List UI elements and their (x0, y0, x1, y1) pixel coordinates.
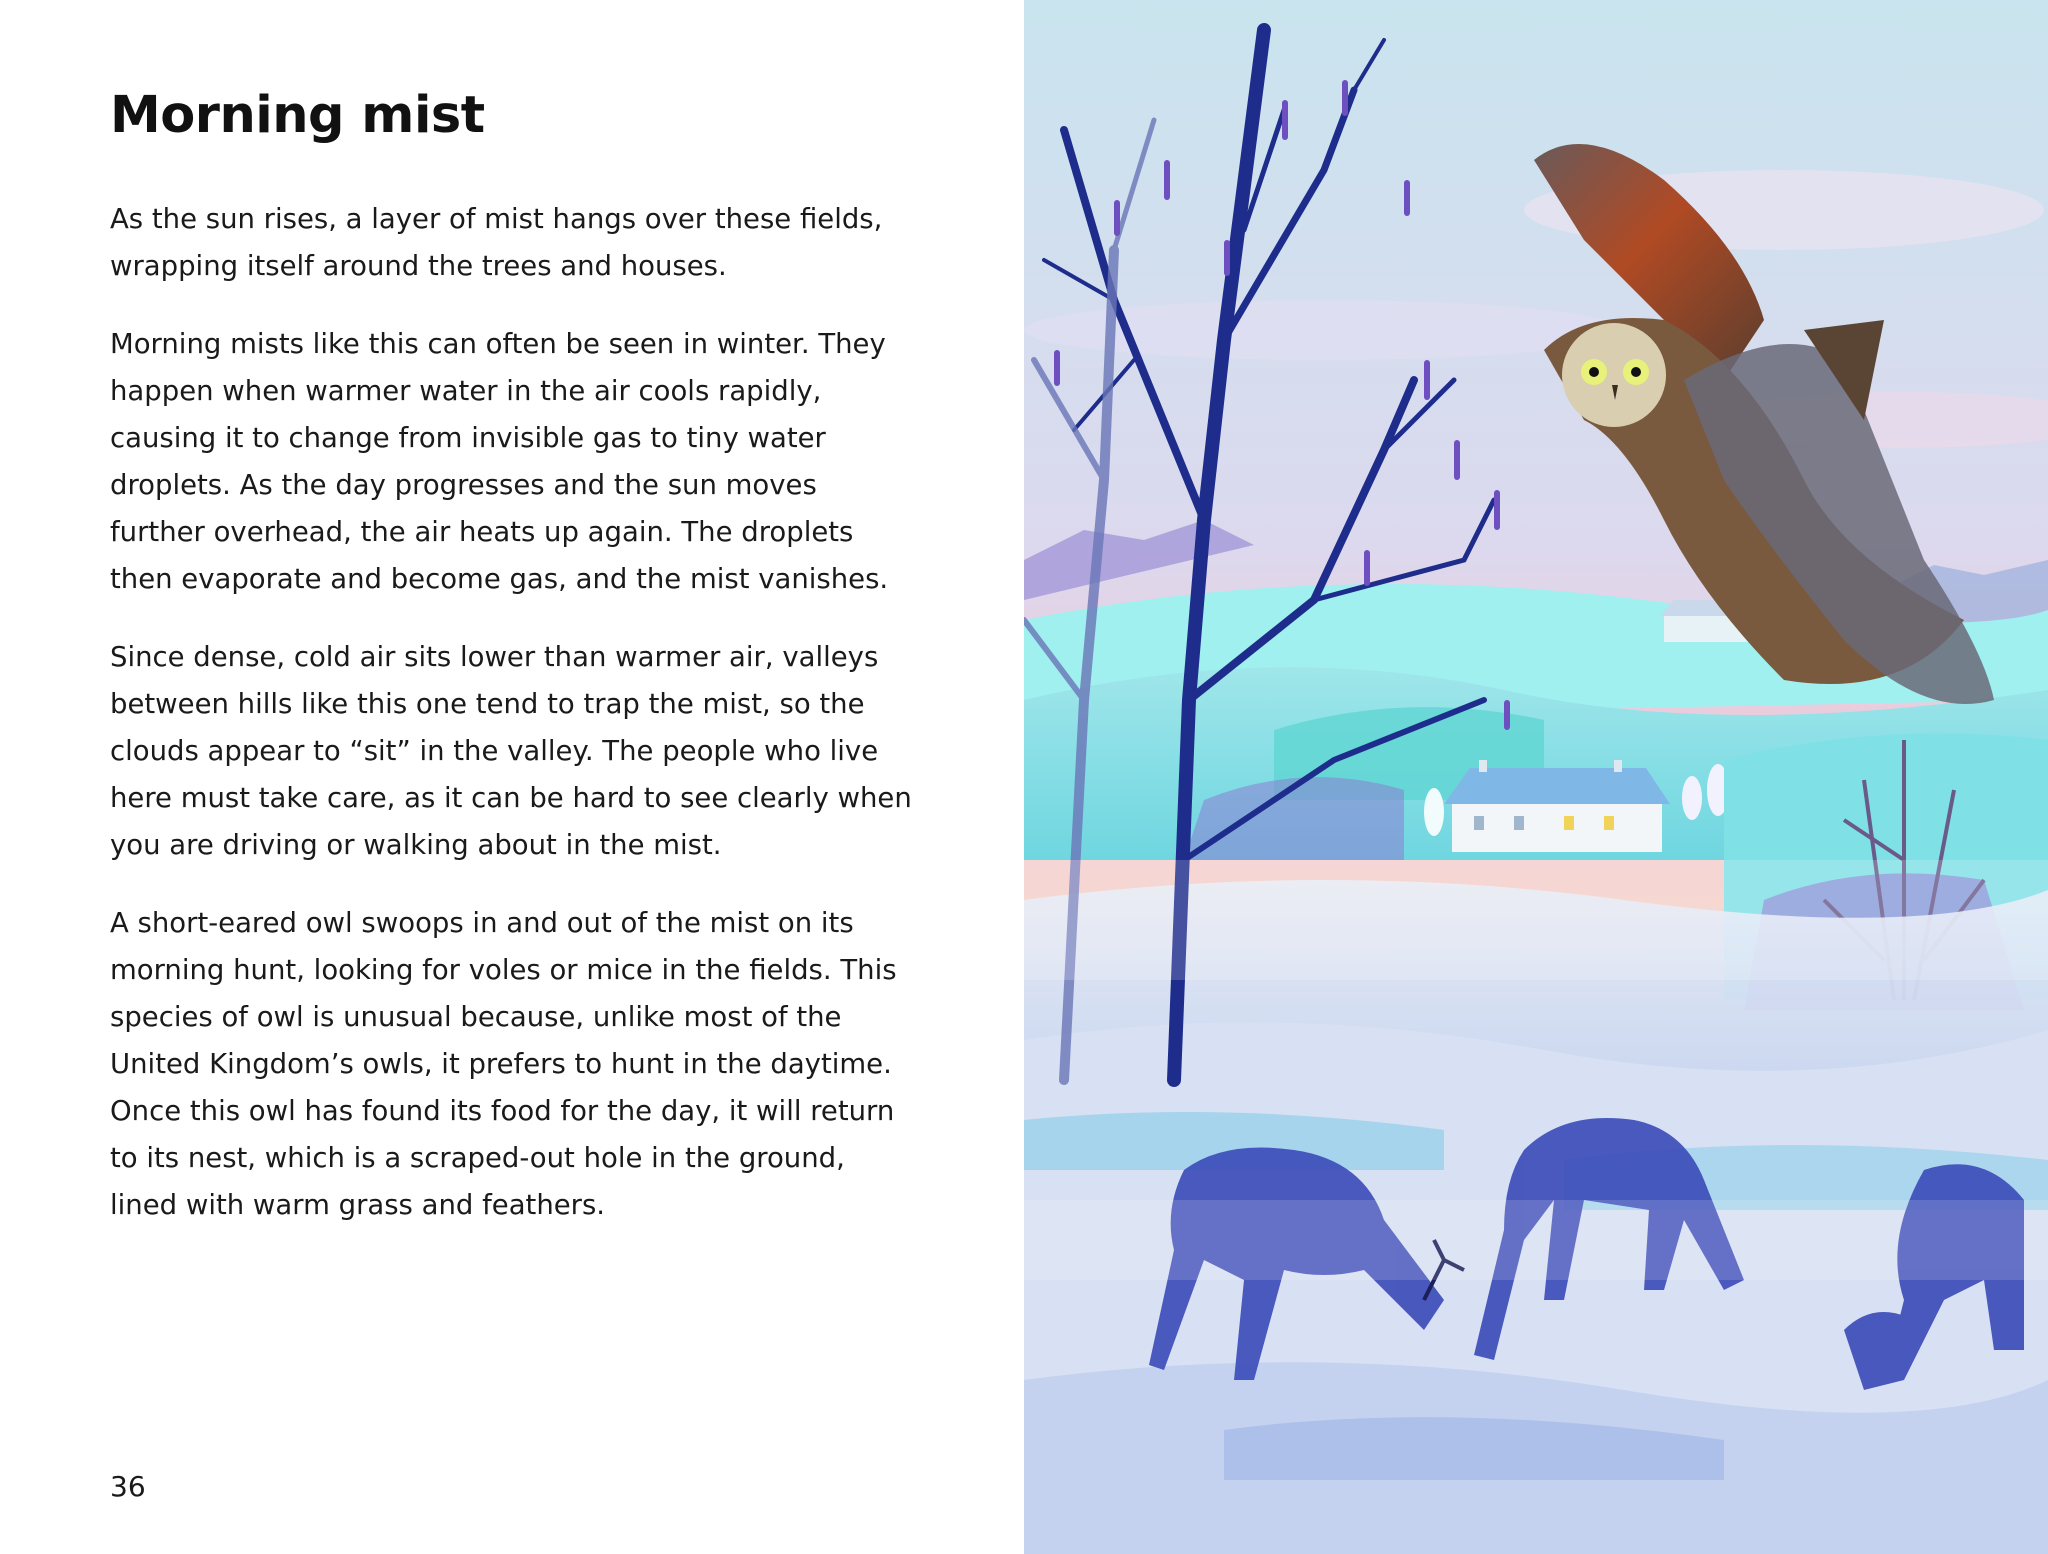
mist-landscape-illustration (1024, 0, 2048, 1554)
illustration-page (1024, 0, 2048, 1554)
mist-haze (1024, 1200, 2048, 1280)
paragraph: Morning mists like this can often be seen in winter. They happen when warmer water in the air cools rapidly, causing it to change from invisible gas to tiny water droplets. As the day progresses and the sun moves further overhead, the air heats up again. The droplets then evaporate and become gas, and the mist vanishes. (110, 328, 889, 595)
poplar-tree (1424, 788, 1444, 836)
paragraph: Since dense, cold air sits lower than warmer air, valleys between hills like this one tend to trap the mist, so the clouds appear to “sit” in the valley. The people who live here must take care, as it can be hard to see clearly when you are driving or walking about in the mist. (110, 641, 912, 861)
page-title: Morning mist (110, 86, 485, 145)
paragraph: As the sun rises, a layer of mist hangs over these fields, wrapping itself around the trees and houses. (110, 203, 883, 282)
page-number: 36 (110, 1470, 146, 1503)
paragraph: A short-eared owl swoops in and out of the mist on its morning hunt, looking for voles or mice in the fields. This species of owl is unusual because, unlike most of the United Kingdom’s owls, it prefers to hunt in the daytime. Once this owl has found its food for the day, it will return to its nest, which is a scraped-out hole in the ground, lined with warm grass and feathers. (110, 907, 897, 1221)
farmhouse (1444, 760, 1670, 852)
poplar-tree (1682, 776, 1702, 820)
body-text (110, 196, 920, 1260)
mist-haze (1024, 860, 2048, 980)
